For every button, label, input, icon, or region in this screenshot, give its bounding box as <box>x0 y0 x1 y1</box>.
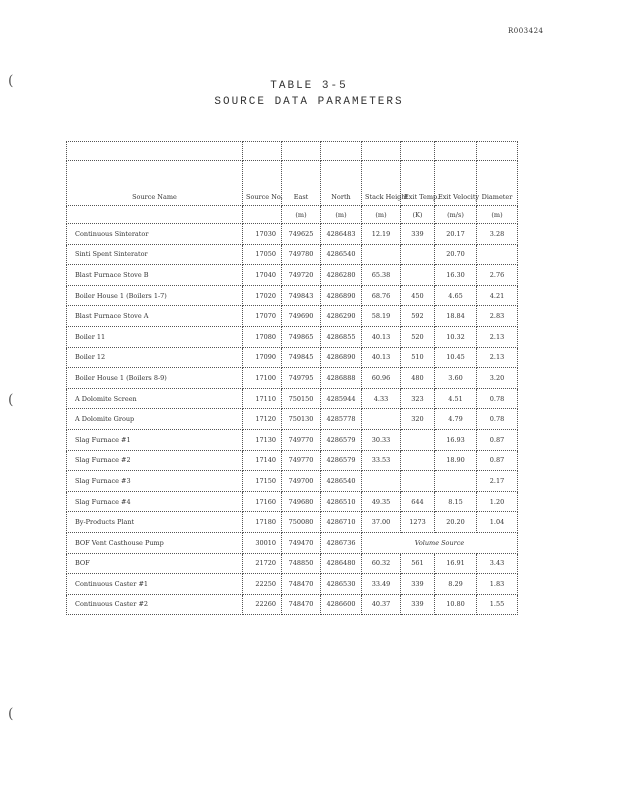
cell-exit-temp: 592 <box>401 306 435 327</box>
unit-north: (m) <box>321 206 362 224</box>
cell-east: 749625 <box>282 224 321 245</box>
cell-source-name: Slag Furnace #1 <box>67 429 243 450</box>
table-row <box>67 224 518 245</box>
cell-source-name: Blast Furnace Stove B <box>67 265 243 286</box>
cell-stack-height: 60.32 <box>362 553 401 574</box>
cell-east: 749843 <box>282 285 321 306</box>
cell-east: 749865 <box>282 326 321 347</box>
unit-exit-velocity: (m/s) <box>435 206 477 224</box>
unit-exit-temp: (K) <box>401 206 435 224</box>
cell-exit-velocity: 4.65 <box>435 285 477 306</box>
cell-exit-velocity: 16.93 <box>435 429 477 450</box>
cell-exit-temp <box>401 429 435 450</box>
cell-north: 4286710 <box>321 512 362 533</box>
cell-diameter: 2.76 <box>477 265 518 286</box>
cell-exit-velocity: 8.29 <box>435 574 477 595</box>
cell-diameter: 2.13 <box>477 347 518 368</box>
cell-exit-temp: 520 <box>401 326 435 347</box>
cell-source-no: 17040 <box>243 265 282 286</box>
cell-diameter: 0.78 <box>477 409 518 430</box>
cell-stack-height: 33.53 <box>362 450 401 471</box>
col-header-exit-temp: Exit Temp. <box>401 161 435 206</box>
table-row <box>67 368 518 389</box>
table-row <box>67 285 518 306</box>
cell-source-name: Continuous Caster #2 <box>67 594 243 615</box>
cell-east: 749470 <box>282 532 321 553</box>
cell-diameter: 0.78 <box>477 388 518 409</box>
cell-north: 4286483 <box>321 224 362 245</box>
cell-stack-height: 30.33 <box>362 429 401 450</box>
margin-mark-bottom: ( <box>8 706 14 722</box>
cell-source-name: A Dolomite Screen <box>67 388 243 409</box>
cell-north: 4285944 <box>321 388 362 409</box>
cell-source-no: 17100 <box>243 368 282 389</box>
cell-source-name: Boiler House 1 (Boilers 1-7) <box>67 285 243 306</box>
table-row <box>67 594 518 615</box>
table-row <box>67 553 518 574</box>
cell-source-no: 17070 <box>243 306 282 327</box>
cell-north: 4286888 <box>321 368 362 389</box>
cell-diameter: 3.43 <box>477 553 518 574</box>
cell-exit-velocity: 10.32 <box>435 326 477 347</box>
cell-stack-height <box>362 409 401 430</box>
cell-north: 4286579 <box>321 450 362 471</box>
cell-source-no: 17050 <box>243 244 282 265</box>
cell-diameter: 2.17 <box>477 471 518 492</box>
cell-source-name: Slag Furnace #3 <box>67 471 243 492</box>
cell-diameter: 0.87 <box>477 450 518 471</box>
col-header-exit-velocity: Exit Velocity <box>435 161 477 206</box>
cell-source-name: Slag Furnace #4 <box>67 491 243 512</box>
cell-north: 4286579 <box>321 429 362 450</box>
cell-north: 4286290 <box>321 306 362 327</box>
cell-stack-height: 33.49 <box>362 574 401 595</box>
cell-exit-temp <box>401 450 435 471</box>
cell-north: 4286540 <box>321 244 362 265</box>
table-row <box>67 512 518 533</box>
table-row <box>67 388 518 409</box>
cell-diameter: 2.83 <box>477 306 518 327</box>
cell-exit-velocity: 3.60 <box>435 368 477 389</box>
cell-note: Volume Source <box>362 532 518 553</box>
cell-source-no: 22250 <box>243 574 282 595</box>
cell-north: 4286736 <box>321 532 362 553</box>
cell-diameter: 1.20 <box>477 491 518 512</box>
cell-diameter: 1.55 <box>477 594 518 615</box>
cell-source-name: Boiler 12 <box>67 347 243 368</box>
table-units-row <box>67 206 518 224</box>
cell-exit-velocity: 18.90 <box>435 450 477 471</box>
cell-source-name: BOF Vent Casthouse Pump <box>67 532 243 553</box>
cell-exit-temp: 339 <box>401 594 435 615</box>
cell-north: 4286480 <box>321 553 362 574</box>
table-top-row <box>67 142 518 161</box>
cell-stack-height <box>362 471 401 492</box>
unit-diameter: (m) <box>477 206 518 224</box>
cell-exit-velocity: 4.79 <box>435 409 477 430</box>
cell-north: 4286510 <box>321 491 362 512</box>
source-data-table <box>66 141 518 615</box>
cell-exit-temp: 323 <box>401 388 435 409</box>
cell-exit-velocity: 20.17 <box>435 224 477 245</box>
cell-stack-height: 60.96 <box>362 368 401 389</box>
cell-stack-height <box>362 244 401 265</box>
table-row <box>67 244 518 265</box>
cell-north: 4286540 <box>321 471 362 492</box>
cell-source-no: 17130 <box>243 429 282 450</box>
cell-stack-height: 40.13 <box>362 347 401 368</box>
cell-north: 4286890 <box>321 285 362 306</box>
table-row <box>67 450 518 471</box>
cell-source-no: 17150 <box>243 471 282 492</box>
cell-stack-height: 4.33 <box>362 388 401 409</box>
cell-north: 4286890 <box>321 347 362 368</box>
cell-diameter: 0.87 <box>477 429 518 450</box>
cell-stack-height: 12.19 <box>362 224 401 245</box>
cell-north: 4286530 <box>321 574 362 595</box>
cell-source-name: BOF <box>67 553 243 574</box>
col-header-source-no: Source No. <box>243 161 282 206</box>
cell-stack-height: 58.19 <box>362 306 401 327</box>
table-row <box>67 471 518 492</box>
cell-east: 749720 <box>282 265 321 286</box>
cell-stack-height: 49.35 <box>362 491 401 512</box>
cell-exit-temp: 644 <box>401 491 435 512</box>
cell-east: 749680 <box>282 491 321 512</box>
cell-source-no: 17120 <box>243 409 282 430</box>
cell-east: 749795 <box>282 368 321 389</box>
table-row <box>67 532 518 553</box>
cell-source-no: 17110 <box>243 388 282 409</box>
cell-east: 748850 <box>282 553 321 574</box>
cell-exit-temp: 1273 <box>401 512 435 533</box>
cell-diameter: 2.13 <box>477 326 518 347</box>
cell-source-name: Boiler House 1 (Boilers 8-9) <box>67 368 243 389</box>
cell-east: 749780 <box>282 244 321 265</box>
table-row <box>67 429 518 450</box>
cell-east: 749845 <box>282 347 321 368</box>
cell-exit-velocity: 20.20 <box>435 512 477 533</box>
table-row <box>67 326 518 347</box>
cell-stack-height: 40.13 <box>362 326 401 347</box>
cell-source-no: 17090 <box>243 347 282 368</box>
cell-north: 4286600 <box>321 594 362 615</box>
cell-exit-temp: 339 <box>401 224 435 245</box>
cell-source-no: 17180 <box>243 512 282 533</box>
cell-exit-velocity: 16.30 <box>435 265 477 286</box>
cell-stack-height: 68.76 <box>362 285 401 306</box>
document-id: R003424 <box>508 27 544 35</box>
table-row <box>67 265 518 286</box>
cell-source-name: A Dolomite Group <box>67 409 243 430</box>
cell-source-no: 17160 <box>243 491 282 512</box>
cell-exit-velocity: 18.84 <box>435 306 477 327</box>
table-row <box>67 574 518 595</box>
cell-exit-velocity: 20.70 <box>435 244 477 265</box>
table-row <box>67 347 518 368</box>
table-title: TABLE 3-5 <box>270 80 348 92</box>
cell-north: 4286280 <box>321 265 362 286</box>
cell-exit-temp: 320 <box>401 409 435 430</box>
cell-east: 749700 <box>282 471 321 492</box>
cell-exit-temp: 510 <box>401 347 435 368</box>
cell-source-no: 17140 <box>243 450 282 471</box>
cell-diameter <box>477 244 518 265</box>
cell-east: 749690 <box>282 306 321 327</box>
unit-stack-height: (m) <box>362 206 401 224</box>
cell-diameter: 4.21 <box>477 285 518 306</box>
cell-east: 748470 <box>282 574 321 595</box>
cell-stack-height: 40.37 <box>362 594 401 615</box>
col-header-east: East <box>282 161 321 206</box>
col-header-stack-height: Stack Height <box>362 161 401 206</box>
col-header-diameter: Diameter <box>477 161 518 206</box>
cell-east: 749770 <box>282 450 321 471</box>
cell-stack-height: 65.38 <box>362 265 401 286</box>
table-header-row <box>67 161 518 206</box>
cell-exit-velocity: 16.91 <box>435 553 477 574</box>
margin-mark-top: ( <box>8 73 14 89</box>
cell-exit-velocity: 10.45 <box>435 347 477 368</box>
cell-east: 749770 <box>282 429 321 450</box>
cell-source-name: Blast Furnace Stove A <box>67 306 243 327</box>
cell-source-no: 17020 <box>243 285 282 306</box>
cell-source-name: Continuous Caster #1 <box>67 574 243 595</box>
cell-diameter: 1.83 <box>477 574 518 595</box>
cell-exit-temp <box>401 244 435 265</box>
cell-source-no: 30010 <box>243 532 282 553</box>
cell-north: 4286855 <box>321 326 362 347</box>
col-header-source-name: Source Name <box>67 161 243 206</box>
cell-east: 748470 <box>282 594 321 615</box>
cell-source-no: 22260 <box>243 594 282 615</box>
table-row <box>67 306 518 327</box>
cell-source-name: Slag Furnace #2 <box>67 450 243 471</box>
cell-source-name: Boiler 11 <box>67 326 243 347</box>
cell-exit-velocity: 8.15 <box>435 491 477 512</box>
cell-source-no: 17080 <box>243 326 282 347</box>
table-row <box>67 409 518 430</box>
margin-mark-mid: ( <box>8 392 14 408</box>
cell-north: 4285778 <box>321 409 362 430</box>
cell-exit-velocity: 10.80 <box>435 594 477 615</box>
cell-exit-temp: 561 <box>401 553 435 574</box>
col-header-north: North <box>321 161 362 206</box>
cell-exit-velocity <box>435 471 477 492</box>
cell-exit-velocity: 4.51 <box>435 388 477 409</box>
cell-diameter: 3.20 <box>477 368 518 389</box>
cell-diameter: 1.04 <box>477 512 518 533</box>
table-row <box>67 491 518 512</box>
cell-source-name: By-Products Plant <box>67 512 243 533</box>
cell-source-name: Sinti Spent Sinterator <box>67 244 243 265</box>
cell-stack-height: 37.00 <box>362 512 401 533</box>
cell-exit-temp: 480 <box>401 368 435 389</box>
cell-diameter: 3.28 <box>477 224 518 245</box>
cell-exit-temp <box>401 265 435 286</box>
table-subtitle: SOURCE DATA PARAMETERS <box>214 96 404 108</box>
cell-source-no: 21720 <box>243 553 282 574</box>
cell-source-no: 17030 <box>243 224 282 245</box>
cell-east: 750080 <box>282 512 321 533</box>
cell-east: 750130 <box>282 409 321 430</box>
cell-exit-temp: 450 <box>401 285 435 306</box>
cell-east: 750150 <box>282 388 321 409</box>
unit-east: (m) <box>282 206 321 224</box>
cell-exit-temp: 339 <box>401 574 435 595</box>
cell-exit-temp <box>401 471 435 492</box>
cell-source-name: Continuous Sinterator <box>67 224 243 245</box>
